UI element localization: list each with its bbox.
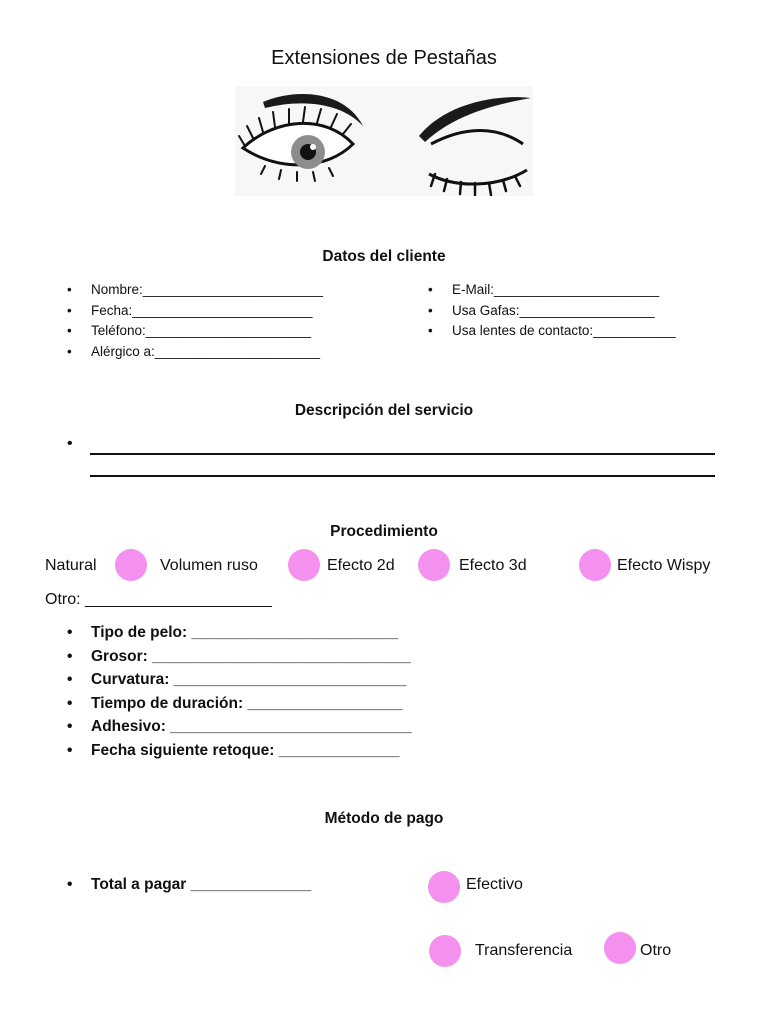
next-touchup-date-field[interactable]: • Fecha siguiente retoque: ______________ [67,739,412,763]
service-description-line-2[interactable] [90,475,715,477]
option-efecto-3d-label: Efecto 3d [459,557,527,574]
payment-other-radio[interactable] [604,932,636,964]
thickness-field[interactable]: • Grosor: ______________________________ [67,645,412,669]
phone-field[interactable]: • Teléfono:______________________ [67,321,323,342]
curl-field[interactable]: • Curvatura: ___________________________ [67,668,412,692]
payment-cash-label: Efectivo [466,876,523,893]
payment-transfer-radio[interactable] [429,935,461,967]
option-efecto-2d-label: Efecto 2d [327,557,395,574]
service-bullet [67,435,77,455]
lash-eyes-illustration [235,86,533,196]
duration-field[interactable]: • Tiempo de duración: __________________ [67,692,412,716]
service-description-line-1[interactable] [90,453,715,455]
option-natural-label: Natural [45,557,97,574]
page-title: Extensiones de Pestañas [271,47,497,69]
email-field[interactable]: • E-Mail:______________________ [428,280,676,301]
contact-lenses-field[interactable]: • Usa lentes de contacto:___________ [428,321,676,342]
option-efecto-wispy-label: Efecto Wispy [617,557,711,574]
service-section-heading: Descripción del servicio [294,402,474,419]
procedure-fields [67,621,412,763]
payment-section-heading: Método de pago [324,810,444,827]
procedure-section-heading: Procedimiento [330,523,438,540]
procedure-other-field[interactable]: Otro: _____________________ [45,591,272,608]
hair-type-field[interactable]: • Tipo de pelo: ________________________ [67,621,412,645]
glasses-field[interactable]: • Usa Gafas:__________________ [428,301,676,322]
payment-transfer-label: Transferencia [475,942,573,959]
date-field[interactable]: • Fecha:________________________ [67,301,323,322]
payment-other-label: Otro [640,942,672,959]
client-section-heading: Datos del cliente [322,248,446,265]
option-volumen-ruso-label: Volumen ruso [160,557,258,574]
option-volumen-ruso-radio[interactable] [288,549,320,581]
payment-cash-radio[interactable] [428,871,460,903]
name-field[interactable]: • Nombre:________________________ [67,280,323,301]
option-natural-radio[interactable] [115,549,147,581]
option-efecto-wispy-radio[interactable] [579,549,611,581]
payment-fields [67,873,311,897]
total-to-pay-field[interactable]: • Total a pagar ______________ [67,873,311,897]
client-fields-left [67,280,323,362]
option-efecto-2d-radio[interactable] [418,549,450,581]
adhesive-field[interactable]: • Adhesivo: ____________________________ [67,715,412,739]
allergy-field[interactable]: • Alérgico a:______________________ [67,342,323,363]
client-fields-right [428,280,676,342]
